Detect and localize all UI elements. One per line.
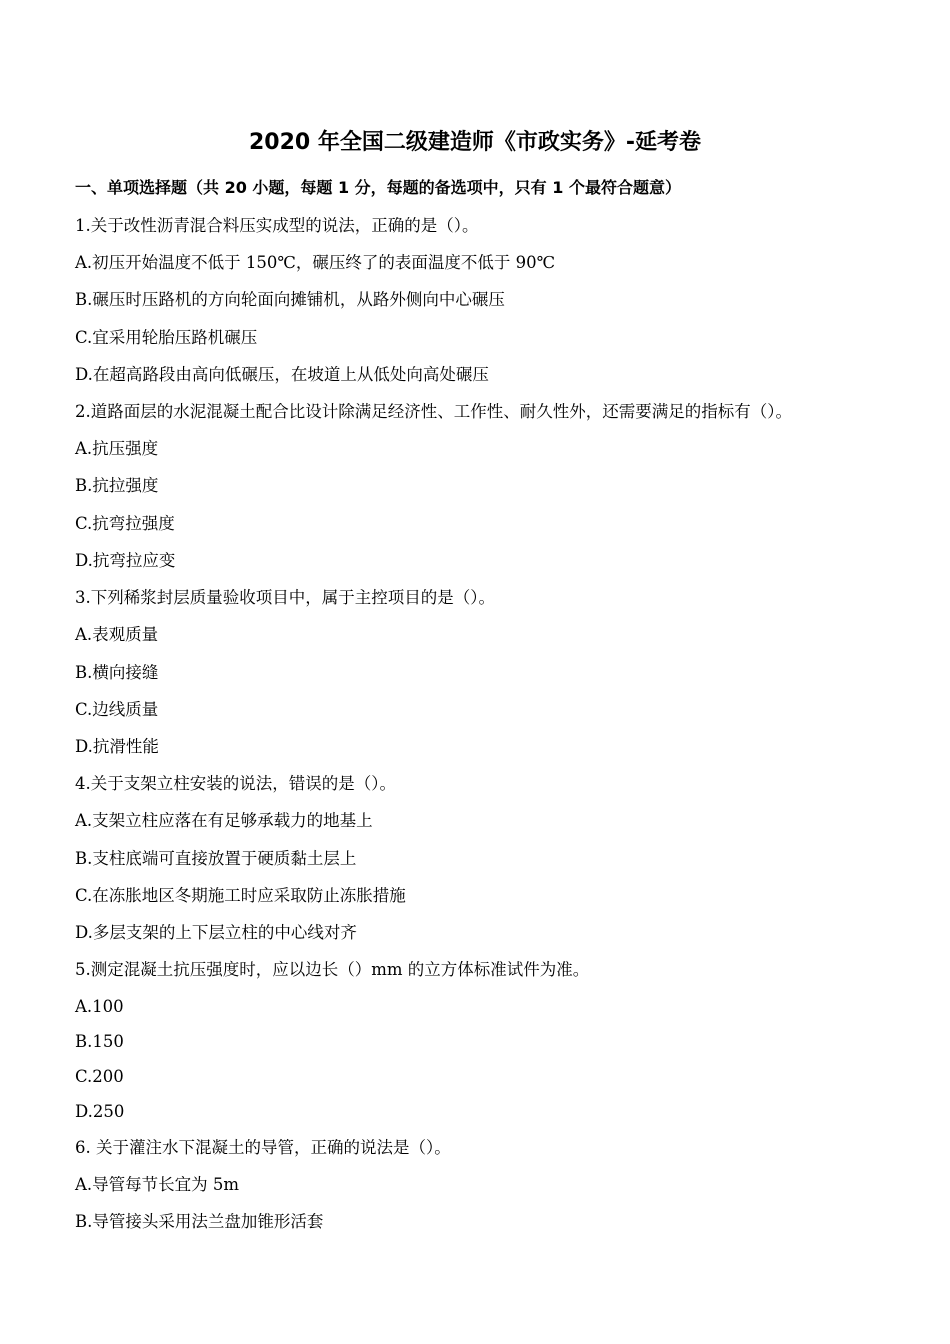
question-5-option-d: D.250 (75, 1102, 125, 1121)
question-1-stem: 1.关于改性沥青混合料压实成型的说法，正确的是（）。 (75, 216, 479, 235)
question-1-option-a: A.初压开始温度不低于 150℃，碾压终了的表面温度不低于 90℃ (75, 253, 556, 272)
section-heading: 一、单项选择题（共 20 小题，每题 1 分，每题的备选项中，只有 1 个最符合题意） (75, 178, 681, 197)
document-title: 2020 年全国二级建造师《市政实务》-延考卷 (248, 130, 702, 155)
question-3-stem: 3.下列稀浆封层质量验收项目中，属于主控项目的是（）。 (75, 588, 495, 607)
question-6-option-b: B.导管接头采用法兰盘加锥形活套 (75, 1212, 324, 1231)
question-2-option-c: C.抗弯拉强度 (75, 514, 175, 533)
question-5-stem: 5.测定混凝土抗压强度时，应以边长（）mm 的立方体标准试件为准。 (75, 960, 590, 979)
question-2-option-a: A.抗压强度 (75, 439, 159, 458)
question-1-option-b: B.碾压时压路机的方向轮面向摊铺机，从路外侧向中心碾压 (75, 290, 505, 309)
question-3-option-d: D.抗滑性能 (75, 737, 159, 756)
question-2-stem: 2.道路面层的水泥混凝土配合比设计除满足经济性、工作性、耐久性外，还需要满足的指标有（）。 (75, 402, 792, 421)
question-4-option-a: A.支架立柱应落在有足够承载力的地基上 (75, 811, 373, 830)
question-5-option-c: C.200 (75, 1067, 124, 1086)
question-6-stem: 6. 关于灌注水下混凝土的导管，正确的说法是（）。 (75, 1138, 451, 1157)
question-4-option-c: C.在冻胀地区冬期施工时应采取防止冻胀措施 (75, 886, 406, 905)
question-4-stem: 4.关于支架立柱安装的说法，错误的是（）。 (75, 774, 396, 793)
question-5-option-b: B.150 (75, 1032, 124, 1051)
question-1-option-c: C.宜采用轮胎压路机碾压 (75, 328, 258, 347)
question-4-option-b: B.支柱底端可直接放置于硬质黏土层上 (75, 849, 357, 868)
question-3-option-b: B.横向接缝 (75, 663, 159, 682)
question-2-option-d: D.抗弯拉应变 (75, 551, 176, 570)
question-4-option-d: D.多层支架的上下层立柱的中心线对齐 (75, 923, 357, 942)
question-3-option-c: C.边线质量 (75, 700, 159, 719)
question-6-option-a: A.导管每节长宜为 5m (75, 1175, 240, 1194)
question-3-option-a: A.表观质量 (75, 625, 159, 644)
question-2-option-b: B.抗拉强度 (75, 476, 159, 495)
question-5-option-a: A.100 (75, 997, 124, 1016)
question-1-option-d: D.在超高路段由高向低碾压，在坡道上从低处向高处碾压 (75, 365, 489, 384)
